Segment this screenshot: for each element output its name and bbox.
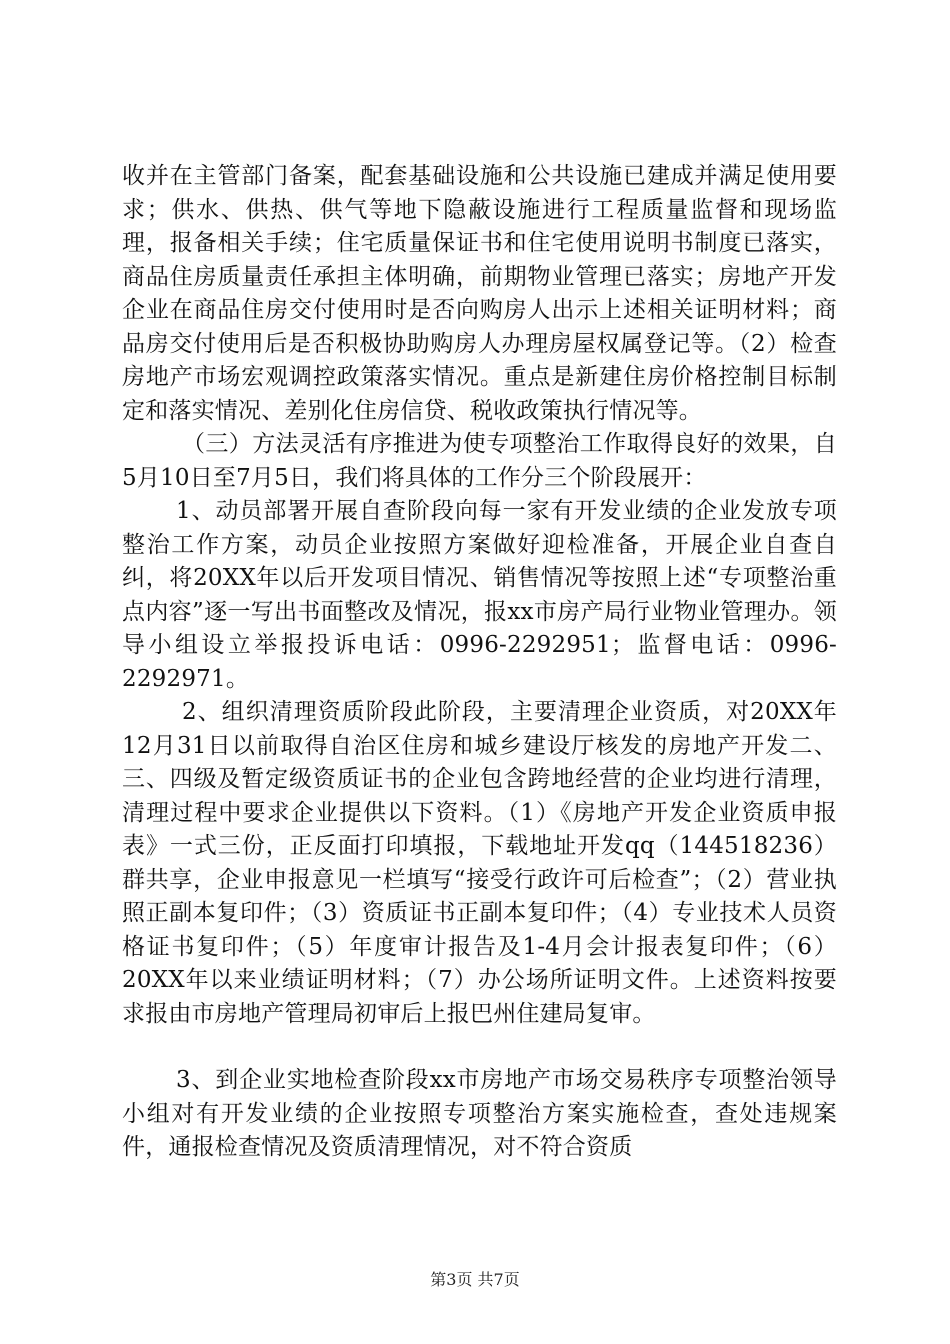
paragraph-stage-3: 3、到企业实地检查阶段xx市房地产市场交易秩序专项整治领导小组对有开发业绩的企业按照专项整治方案实施检查，查处违规案件，通报检查情况及资质清理情况，对不符合资质 <box>122 1067 837 1160</box>
paragraph-stage-2: 2、组织清理资质阶段此阶段，主要清理企业资质，对20XX年12月31日以前取得自治区住房和城乡建设厅核发的房地产开发二、三、四级及暂定级资质证书的企业包含跨地经营的企业均进行清理，清理过程中要求企业提供以下资料。（1）《房地产开发企业资质申报表》一式三份，正反面打印填报，下载地址开发qq（144518236）群共享，企业申报意见一栏填写“接受行政许可后检查”；（2）营业执照正副本复印件；（3）资质证书正副本复印件；（4）专业技术人员资格证书复印件；（5）年度审计报告及1-4月会计报表复印件；（6）20XX年以来业绩证明材料；（7）办公场所证明文件。上述资料按要求报由市房地产管理局初审后上报巴州住建局复审。 <box>122 699 837 1027</box>
page-number-label: 第3页 共7页 <box>430 1270 520 1289</box>
page-footer <box>0 1270 950 1290</box>
paragraph-stage-1: 1、动员部署开展自查阶段向每一家有开发业绩的企业发放专项整治工作方案，动员企业按照方案做好迎检准备，开展企业自查自纠，将20XX年以后开发项目情况、销售情况等按照上述“专项整治重点内容”逐一写出书面整改及情况，报xx市房产局行业物业管理办。领导小组设立举报投诉电话：0996-2292951；监督电话：0996-2292971。 <box>122 498 837 692</box>
paragraph-methods-section: （三）方法灵活有序推进为使专项整治工作取得良好的效果，自5月10日至7月5日，我们将具体的工作分三个阶段展开： <box>122 431 837 491</box>
paragraph-requirements-continued: 收并在主管部门备案，配套基础设施和公共设施已建成并满足使用要求；供水、供热、供气等地下隐蔽设施进行工程质量监督和现场监理，报备相关手续；住宅质量保证书和住宅使用说明书制度已落实，商品住房质量责任承担主体明确，前期物业管理已落实；房地产开发企业在商品住房交付使用时是否向购房人出示上述相关证明材料；商品房交付使用后是否积极协助购房人办理房屋权属登记等。（2）检查房地产市场宏观调控政策落实情况。重点是新建住房价格控制目标制定和落实情况、差别化住房信贷、税收政策执行情况等。 <box>122 163 837 424</box>
document-body <box>122 160 837 1165</box>
